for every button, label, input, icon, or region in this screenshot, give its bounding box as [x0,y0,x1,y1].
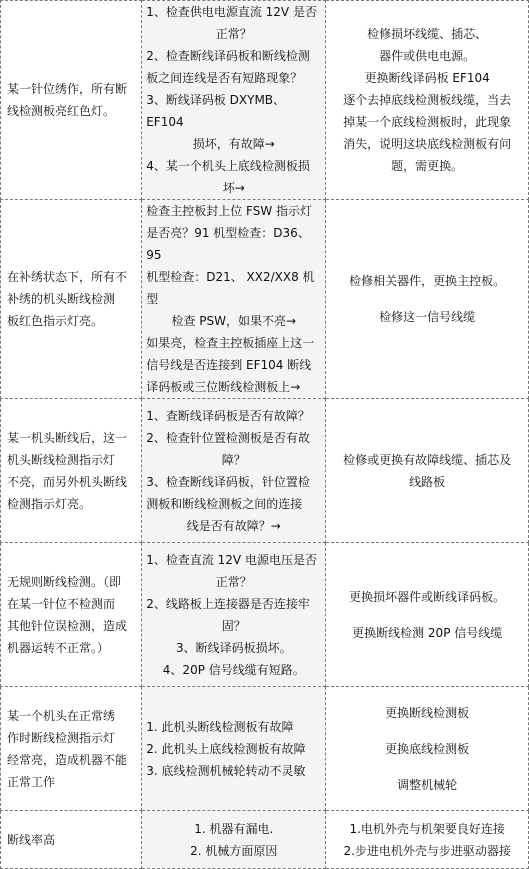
spacer [330,760,524,774]
check-text-line: 正常？ [215,574,252,589]
fix-text-line: 检修相关器件，更换主控板。 [349,274,506,288]
check-text-line: 2. 此机头上底线检测板有故障 [146,741,306,756]
check-cell [142,399,326,543]
check-text-line: 3、断线译码板 DXYMB、EF104 [146,93,286,129]
fault-text-line: 某一个机头在正常绣 [7,708,116,723]
fix-text-line: 逐个去掉底线检测板线缆，当去 [343,93,512,107]
fix-text-line: 掉某一个底线检测板时，此现象 [343,115,512,129]
fix-cell [326,543,529,687]
fix-text-line: 更换断线译码板 EF104 [364,71,490,85]
check-text-line: 4、20P 信号线缆有短路。 [162,662,305,677]
fault-text-line: 无规则断线检测。（即 [7,574,122,589]
check-cell [142,687,326,811]
check-text-line: 信号线是否连接到 EF104 断线 [146,358,312,372]
table-row [1,200,529,399]
fix-text-line: 更换损坏器件或断线译码板。 [349,589,506,604]
fix-cell [326,200,529,399]
fix-text-line: 1.电机外壳与机架要良好连接 [349,821,505,836]
check-text-line: 1. 此机头断线检测板有故障 [146,719,294,734]
check-text-line: 4、某一个机头上底线检测板损 [146,159,310,173]
fault-cell [1,543,142,687]
check-cell [142,811,326,869]
table-row [1,399,529,543]
fault-text-line: 不亮，而另外机头断线 [7,474,128,489]
fault-text-line: 其他针位误检测，造成 [7,618,128,633]
fault-text-line: 补绣的机头断线检测 [7,292,116,306]
fault-text-line: 线检测板亮红色灯。 [7,104,116,118]
fault-text-line: 正常工作 [7,774,56,789]
fix-text-line: 更换断线检测 20P 信号线缆 [352,625,503,640]
check-text-line: 正常？ [215,27,252,41]
fault-text-line: 作时断线检测指示灯 [7,730,116,745]
fix-text-line: 消失，说明这块底线检测板有问 [343,137,512,151]
fault-text-line: 某一机头断线后，这一 [7,430,128,445]
fault-text-line: 检测指示灯亮。 [7,496,92,511]
table-row [1,811,529,869]
check-text-line: 2、检查针位置检测板是否有故 [146,430,310,445]
spacer [330,292,524,306]
fault-text-line: 在某一针位不检测而 [7,596,116,611]
fault-text-line: 在补绣状态下，所有不 [7,270,128,284]
fault-cell [1,811,142,869]
check-text-line: 障？ [221,452,246,467]
table-row [1,1,529,200]
check-text-line: 3、检查断线译码板，针位置检 [146,474,310,489]
check-text-line: 译码板或三位断线检测板上→ [146,380,301,394]
fault-text-line: 断线率高 [7,832,56,847]
check-text-line: 检查主控板封上位 FSW 指示灯 [146,204,313,218]
fault-cell [1,200,142,399]
check-text-line: 机型检查：D21、 XX2/XX8 机型 [146,270,315,306]
check-text-line: 1、检查直流 12V 电源电压是否 [146,552,317,567]
check-text-line: 检查 PSW，如果不亮→ [171,314,297,328]
fix-cell [326,1,529,200]
fix-text-line: 器件或供电电源。 [379,49,476,63]
check-cell [142,200,326,399]
fix-text-line: 更换底线检测板 [385,741,470,756]
fix-cell [326,687,529,811]
spacer [330,608,524,622]
check-text-line: 3、断线译码板损坏。 [175,640,292,655]
check-text-line: 固？ [221,618,246,633]
table-row [1,543,529,687]
fix-cell [326,811,529,869]
check-text-line: 1. 机器有漏电. [194,821,274,836]
fault-text-line: 机器运转不正常。） [7,640,110,655]
check-text-line: 板之间连线是否有短路现象？ [146,71,303,85]
fix-text-line: 调整机械轮 [397,777,458,792]
spacer [330,724,524,738]
check-text-line: 3. 底线检测机械轮转动不灵敏 [146,763,306,778]
check-text-line: 是否亮？91 机型检查：D36、95 [146,226,310,262]
check-text-line: 2. 机械方面原因 [190,843,278,858]
fix-text-line: 检修或更换有故障线缆、插芯及 [343,452,512,467]
fix-text-line: 2.步进电机外壳与步进驱动器接 [343,843,511,858]
table-row [1,687,529,811]
check-text-line: 2、线路板上连接器是否连接牢 [146,596,310,611]
check-text-line: 损坏，有故障→ [192,137,275,151]
fault-cell [1,687,142,811]
fault-cell [1,1,142,200]
fix-text-line: 线路板 [409,474,446,489]
fix-text-line: 检修这一信号线缆 [379,310,476,324]
fix-text-line: 题，需更换。 [391,159,464,173]
check-text-line: 测板和断线检测板之间的连接 [146,496,303,511]
check-text-line: 线是否有故障？→ [186,518,281,533]
check-text-line: 如果亮，检查主控板插座上这一 [146,336,315,350]
fault-text-line: 经常亮，造成机器不能 [7,752,128,767]
check-cell [142,543,326,687]
check-cell [142,1,326,200]
fix-text-line: 检修损坏线缆、插芯、 [367,27,488,41]
fault-text-line: 板红色指示灯亮。 [7,314,104,328]
fault-text-line: 某一针位绣作，所有断 [7,82,128,96]
fault-cell [1,399,142,543]
check-text-line: 1、查断线译码板是否有故障？ [146,408,310,423]
check-text-line: 2、检查断线译码板和断线检测 [146,49,310,63]
fault-text-line: 机头断线检测指示灯 [7,452,116,467]
check-text-line: 坏→ [222,181,245,195]
fix-cell [326,399,529,543]
fix-text-line: 更换断线检测板 [385,705,470,720]
check-text-line: 1、检查供电电源直流 12V 是否 [146,5,317,19]
